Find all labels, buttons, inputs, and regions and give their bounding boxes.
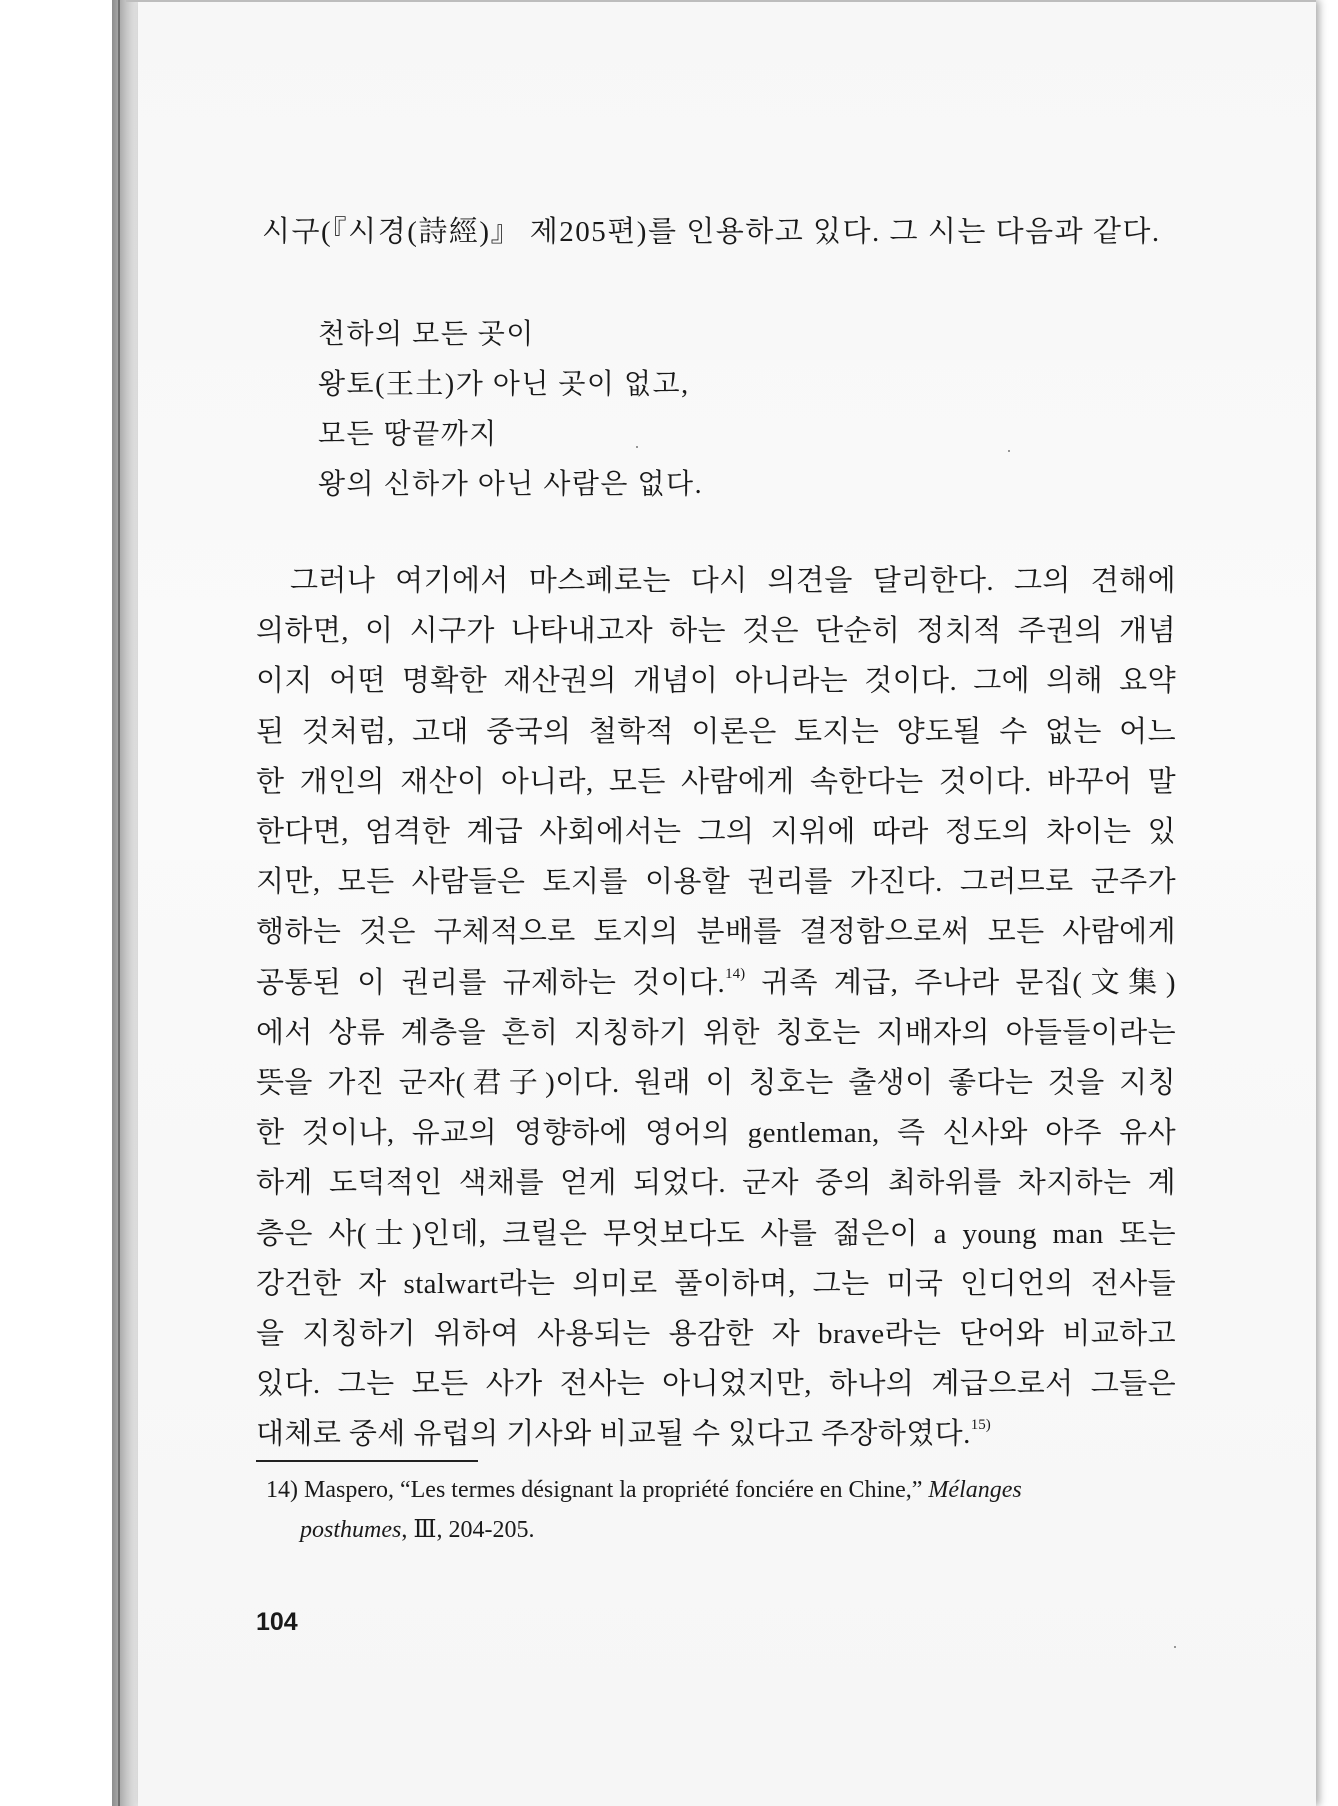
poem-line-3: 모든 땅끝까지 (318, 419, 498, 450)
body-line: 을 지칭하기 위하여 사용되는 용감한 자 brave라는 단어와 비교하고 (256, 1318, 1176, 1351)
body-line: 한다면, 엄격한 계급 사회에서는 그의 지위에 따라 정도의 차이는 있 (256, 816, 1176, 849)
body-line: 그러나 여기에서 마스페로는 다시 의견을 달리한다. 그의 견해에 (290, 565, 1176, 597)
footnote-number: 14) (266, 1477, 298, 1503)
poem-line-1: 천하의 모든 곳이 (318, 319, 535, 350)
page-edge-line (118, 0, 120, 1806)
intro-line: 시구(『시경(詩經)』 제205편)를 인용하고 있다. 그 시는 다음과 같다. (262, 216, 1161, 248)
body-line: 한 것이나, 유교의 영향하에 영어의 gentleman, 즉 신사와 아주 유사 (256, 1117, 1176, 1150)
body-line: 이지 어떤 명확한 재산권의 개념이 아니라는 것이다. 그에 의해 요약 (256, 665, 1176, 698)
body-line: 에서 상류 계층을 흔히 지칭하기 위한 칭호는 지배자의 아들들이라는 (256, 1016, 1176, 1049)
body-line-text: 공통된 이 권리를 규제하는 것이다. (256, 966, 726, 999)
footnote-text: Maspero, “Les termes désignant la propriété fonciére en Chine,” (298, 1477, 929, 1503)
paper-speck (1174, 1646, 1176, 1648)
footnote-title: posthumes (300, 1517, 402, 1543)
body-line: 층은 사(士)인데, 크릴은 무엇보다도 사를 젊은이 a young man 또는 (256, 1217, 1176, 1250)
poem-block (318, 310, 1018, 510)
body-line: 하게 도덕적인 색채를 얻게 되었다. 군자 중의 최하위를 차지하는 계 (256, 1167, 1176, 1200)
body-line (256, 958, 1176, 1008)
body-line (256, 1409, 1176, 1459)
body-line: 한 개인의 재산이 아니라, 모든 사람에게 속한다는 것이다. 바꾸어 말 (256, 765, 1176, 798)
body-line: 강건한 자 stalwart라는 의미로 풀이하며, 그는 미국 인디언의 전사들 (256, 1267, 1176, 1300)
page-top-border (126, 0, 1316, 2)
body-line: 의하면, 이 시구가 나타내고자 하는 것은 단순히 정치적 주권의 개념 (256, 615, 1176, 648)
footnote-title: Mélanges (928, 1477, 1022, 1503)
page-number: 104 (256, 1608, 298, 1636)
body-line: 지만, 모든 사람들은 토지를 이용할 권리를 가진다. 그러므로 군주가 (256, 866, 1176, 899)
poem-line-4: 왕의 신하가 아닌 사람은 없다. (318, 469, 704, 500)
footnote-line (266, 1510, 1180, 1550)
body-line-text: 대체로 중세 유럽의 기사와 비교될 수 있다고 주장하였다. (256, 1418, 971, 1451)
paper-speck (636, 446, 638, 448)
body-line: 있다. 그는 모든 사가 전사는 아니었지만, 하나의 계급으로서 그들은 (256, 1368, 1176, 1401)
poem-line-2: 왕토(王土)가 아닌 곳이 없고, (318, 369, 690, 400)
body-line: 행하는 것은 구체적으로 토지의 분배를 결정함으로써 모든 사람에게 (256, 916, 1176, 949)
footnote-ref-14[interactable]: 14) (725, 965, 746, 982)
footnote-divider (256, 1460, 478, 1462)
footnote-ref-15[interactable]: 15) (970, 1417, 991, 1434)
body-line-text: 귀족 계급, 주나라 문집(文集) (745, 966, 1176, 999)
body-line: 된 것처럼, 고대 중국의 철학적 이론은 토지는 양도될 수 없는 어느 (256, 715, 1176, 748)
body-paragraph (256, 556, 1176, 1460)
footnote-text: , Ⅲ, 204-205. (401, 1517, 535, 1543)
footnote-line (266, 1470, 1180, 1510)
paper-speck (1008, 450, 1010, 452)
page-edge-shadow (112, 0, 140, 1806)
footnote-14 (266, 1470, 1180, 1550)
body-line: 뜻을 가진 군자(君子)이다. 원래 이 칭호는 출생이 좋다는 것을 지칭 (256, 1067, 1176, 1100)
